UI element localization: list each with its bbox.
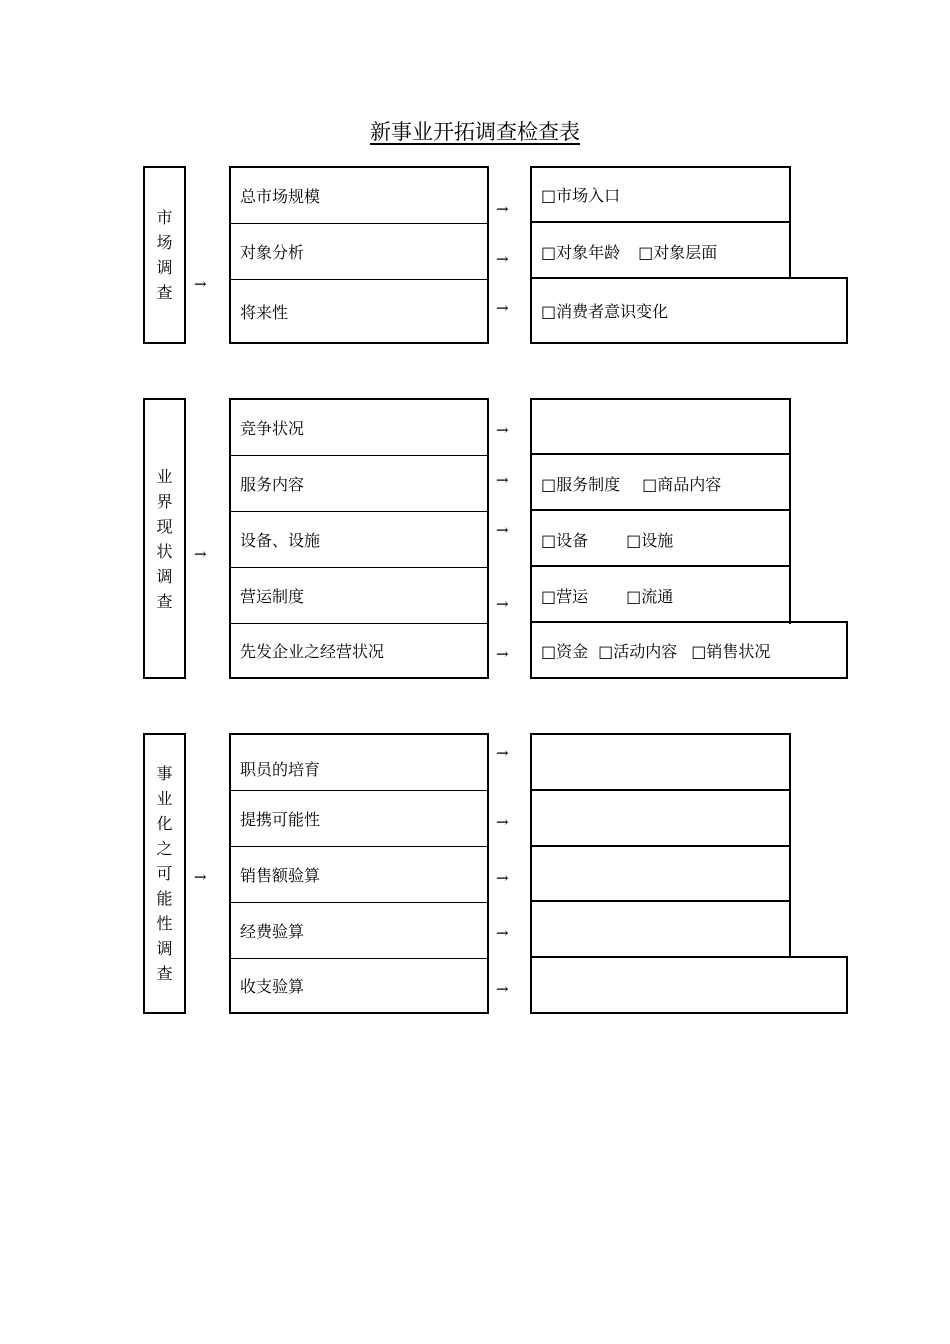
item-row: 将来性	[231, 279, 487, 342]
checkbox-option[interactable]: □设施	[626, 530, 674, 550]
checkbox-option[interactable]: □流通	[626, 587, 674, 606]
item-row: 设备、设施	[231, 511, 487, 567]
result-box	[530, 453, 791, 511]
item-row: 服务内容	[231, 455, 487, 511]
category-char: 查	[156, 283, 173, 302]
result-box	[530, 277, 848, 344]
arrow-icon: →	[496, 421, 509, 439]
arrow-icon: →	[194, 275, 207, 293]
checkbox-option[interactable]: □资金	[541, 641, 589, 661]
page-title: 新事业开拓调查检查表	[370, 120, 580, 144]
result-box	[530, 900, 791, 958]
arrow-icon: →	[496, 521, 509, 539]
category-char: 业	[156, 466, 173, 486]
category-char: 市	[156, 208, 173, 227]
result-box	[530, 398, 791, 455]
checkbox-option[interactable]: □商品内容	[642, 474, 722, 494]
arrow-icon: →	[496, 744, 509, 762]
item-row: 经费验算	[231, 902, 487, 958]
result-box	[530, 956, 848, 1014]
item-list	[229, 733, 489, 1014]
checkbox-option[interactable]: □营运	[541, 587, 589, 606]
arrow-icon: →	[194, 868, 207, 886]
category-char: 调	[156, 258, 173, 277]
category-box	[143, 398, 186, 679]
category-char: 查	[156, 964, 173, 983]
category-char: 界	[156, 491, 173, 511]
item-row: 提携可能性	[231, 790, 487, 846]
checkbox-option[interactable]: □对象年龄	[541, 242, 621, 262]
item-row: 总市场规模	[240, 187, 321, 206]
item-row: 职员的培育	[240, 760, 321, 779]
category-char: 性	[156, 914, 173, 933]
arrow-icon: →	[496, 645, 509, 663]
arrow-icon: →	[496, 471, 509, 489]
category-char: 现	[156, 516, 173, 536]
category-char: 调	[156, 939, 173, 958]
checkbox-option[interactable]: □消费者意识变化	[541, 302, 669, 321]
arrow-icon: →	[496, 869, 509, 887]
category-char: 调	[156, 566, 173, 586]
category-char: 业	[156, 789, 173, 808]
checkbox-option[interactable]: □服务制度	[541, 474, 621, 494]
arrow-icon: →	[496, 200, 509, 218]
result-box	[530, 621, 848, 679]
result-box	[530, 166, 791, 223]
category-box	[143, 166, 186, 344]
item-row: 营运制度	[231, 567, 487, 623]
arrow-icon: →	[496, 299, 509, 317]
item-row: 收支验算	[231, 958, 487, 1012]
item-row: 竞争状况	[240, 419, 305, 438]
result-box	[530, 509, 791, 567]
category-char: 状	[156, 541, 173, 561]
item-row: 对象分析	[231, 223, 487, 279]
result-box	[530, 845, 791, 902]
arrow-icon: →	[496, 924, 509, 942]
category-char: 之	[156, 839, 173, 858]
category-char: 场	[156, 233, 173, 252]
arrow-icon: →	[496, 813, 509, 831]
result-box	[530, 221, 791, 279]
item-list	[229, 398, 489, 679]
checkbox-option[interactable]: □对象层面	[638, 242, 718, 262]
category-char: 事	[156, 764, 173, 783]
item-row: 先发企业之经营状况	[231, 623, 487, 677]
result-box	[530, 733, 791, 790]
result-box	[530, 789, 791, 846]
category-char: 可	[156, 864, 173, 883]
arrow-icon: →	[496, 250, 509, 268]
arrow-icon: →	[194, 545, 207, 563]
item-list	[229, 166, 489, 344]
category-char: 化	[156, 814, 173, 833]
category-char: 查	[156, 591, 173, 611]
category-box	[143, 733, 186, 1014]
category-char: 能	[156, 889, 173, 908]
arrow-icon: →	[496, 980, 509, 998]
arrow-icon: →	[496, 595, 509, 613]
checkbox-option[interactable]: □设备	[541, 530, 589, 550]
checkbox-option[interactable]: □市场入口	[541, 186, 621, 205]
checkbox-option[interactable]: □活动内容	[598, 641, 678, 661]
item-row: 销售额验算	[231, 846, 487, 902]
result-box	[530, 565, 791, 624]
checkbox-option[interactable]: □销售状况	[691, 641, 771, 661]
